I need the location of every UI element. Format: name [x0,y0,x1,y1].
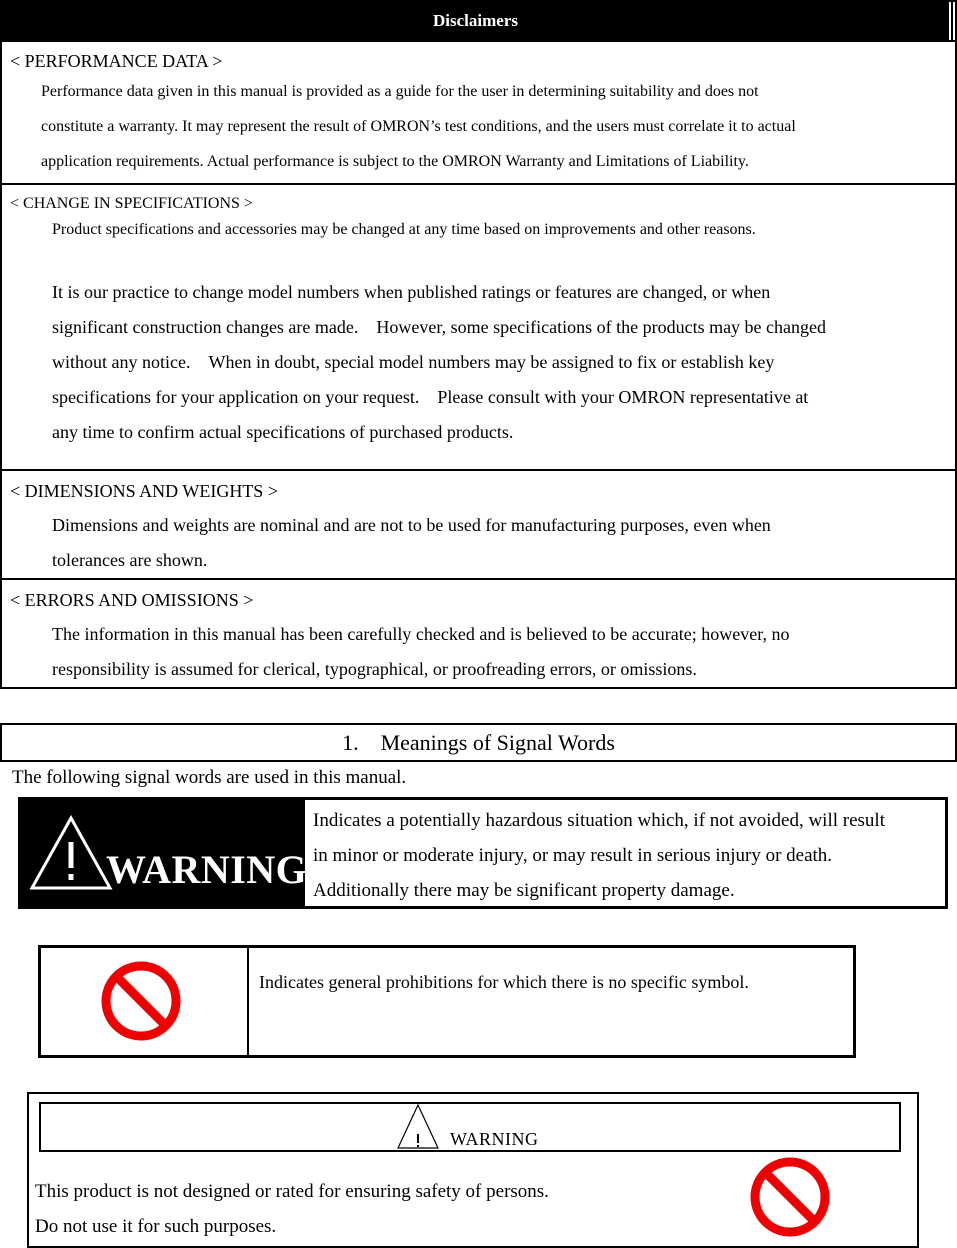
signal-words-title: 1. Meanings of Signal Words [0,723,957,762]
change-section [2,183,955,469]
safety-warning-box [27,1092,919,1248]
change-line: specifications for your application on your request. Please consult with your OMRON representative at [52,387,809,407]
errors-line: The information in this manual has been carefully checked and is believed to be accurate; however, no [52,624,790,644]
safety-warning-header [39,1102,901,1152]
warning-description [305,800,945,906]
prohibition-symbol-cell [41,948,249,1055]
errors-section [2,578,955,687]
warning-description-line: Additionally there may be significant property damage. [313,880,735,901]
performance-line: Performance data given in this manual is provided as a guide for the user in determining suitability and does not [41,83,759,100]
change-line: any time to confirm actual specifications of purchased products. [52,422,514,442]
warning-description-line: Indicates a potentially hazardous situation which, if not avoided, will result [313,810,885,831]
performance-section [2,40,955,183]
change-heading: < CHANGE IN SPECIFICATIONS > [10,195,253,212]
dimensions-line: tolerances are shown. [52,550,208,570]
disclaimers-title: Disclaimers [2,2,955,40]
prohibition-icon [749,1156,831,1238]
safety-warning-text [35,1174,549,1244]
change-line: significant construction changes are made. However, some specifications of the products may be changed [52,317,827,337]
safety-warning-label: WARNING [450,1129,539,1149]
warning-definition [18,797,948,909]
prohibition-definition [38,945,856,1058]
safety-warning-line: Do not use it for such purposes. [35,1216,277,1237]
warning-label: WARNING [106,847,308,892]
change-line: It is our practice to change model numbers when published ratings or features are changed, or when [52,282,771,302]
dimensions-section [2,469,955,578]
errors-heading: < ERRORS AND OMISSIONS > [10,590,254,610]
performance-line: application requirements. Actual performance is subject to the OMRON Warranty and Limitations of Liability. [41,153,749,170]
signal-words-intro: The following signal words are used in this manual. [12,767,407,788]
change-line: Product specifications and accessories may be changed at any time based on improvements and other reasons. [52,221,756,238]
warning-description-line: in minor or moderate injury, or may result in serious injury or death. [313,845,833,866]
warning-label-cell [21,800,308,906]
performance-line: constitute a warranty. It may represent the result of OMRON’s test conditions, and the users must correlate it to actual [41,118,796,135]
change-line: without any notice. When in doubt, special model numbers may be assigned to fix or establish key [52,352,775,372]
dimensions-heading: < DIMENSIONS AND WEIGHTS > [10,481,278,501]
dimensions-line: Dimensions and weights are nominal and are not to be used for manufacturing purposes, even when [52,515,771,535]
prohibition-icon [100,960,182,1042]
warning-triangle-icon [29,815,113,891]
safety-warning-line: This product is not designed or rated for ensuring safety of persons. [35,1181,549,1202]
errors-line: responsibility is assumed for clerical, typographical, or proofreading errors, or omissions. [52,659,697,679]
performance-heading: < PERFORMANCE DATA > [10,51,223,71]
warning-triangle-icon [396,1104,440,1150]
prohibition-description: Indicates general prohibitions for which there is no specific symbol. [259,972,749,992]
